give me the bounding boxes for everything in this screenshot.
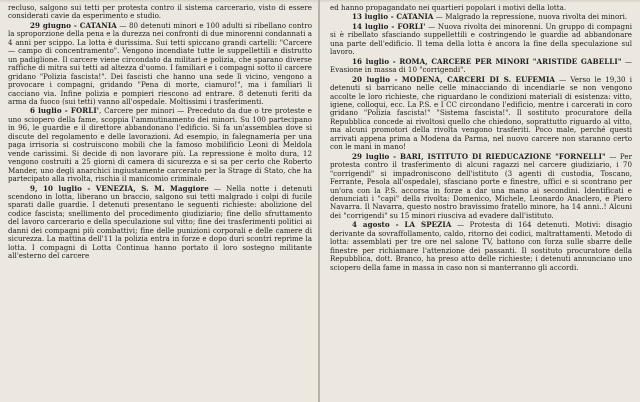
right-page-text: [330, 4, 632, 272]
entry-text: — Verso le 19,30 i detenuti si barricano nelle celle minacciando di incendiarle se non vengono accolte le loro richieste, che riguardano le condizioni materiali di esistenza: vitto, igiene, colloqui, ecc. La P.S. e I CC circondano l'edificio, mentre i carcerati in coro gridano "Polizia fascista!" "Sistema fascista!". Il sostituto procuratore della Repubblica concede ai rivoltosi quello che chiedono, soprattutto riguardo al vitto, ma alcuni promotori della rivolta vengono trasferiti. Poco male, perché questi arrivati appena prima a Modena da Parma, nel nuovo carcere non staranno certo con le mani in mano!: [330, 74, 632, 152]
left-page-text: [8, 4, 312, 261]
paragraph: [330, 13, 632, 21]
entry-heading: 29 luglio - BARI, ISTITUTO DI RIEDUCAZIONE "FORNELLI": [352, 151, 606, 161]
entry-heading: 4 agosto - LA SPEZIA: [352, 220, 452, 230]
entry-heading: 16 luglio - ROMA, CARCERE PER MINORI "ARISTIDE GABELLI": [352, 56, 622, 66]
entry-text: — Per protesta contro il trasferimento di alcuni ragazzi nel carcere giudiziario, i 70 "corrigendi" si impadroniscono dell'istituto (3 agenti di custodia, Toscano, Ferrante, Pesola all'ospedale), sfasciano porte e finestre, uffici e si scontrano per un'ora con la P.S. accorsa in forze a dar una mano ai secondini. Identificati e denunciati i "capi" della rivolta: Domenico, Michele, Leonardo Anaclero, e Piero Navarra. Il Navarra, questo nostro bravissimo fratello minore, ha 14 anni..! Alcuni dei "corrigendi" su 15 minori riusciva ad evadere dall'istituto.: [330, 151, 632, 220]
entry-text: , Carcere per minori — Preceduto da due o tre proteste e uno sciopero della fame, scoppia l'ammutinamento dei minori. Su 100 partecipano in 96, le guardie e il direttore abbandonano l'edificio. Si fa un'assemblea dove si discute del regolamento e delle lavorazioni. Ad esempio, in falegnameria per una paga irrisoria si costruiscono mobili che la famoso mobilificio Leoni di Meldola vende carissimi. Si decide di non lavorare più. La repressione è molto dura, 12 vengono costruiti a 25 giorni di camera di sicurezza e si sa per certo che Roberto Mander, uno degli anarchici ingiustamente carcerato per la Strage di Stato, che ha partecipato alla rivolta, rischia il manicomio criminale.: [8, 106, 312, 184]
paragraph: [330, 23, 632, 57]
paragraph: [330, 58, 632, 75]
entry-heading: 14 luglio - FORLI': [352, 21, 426, 31]
entry-text: — Nuova rivolta dei minorenni. Un gruppo di compagni si è ribellato sfasciando suppellettili e costringendo le guardie ad abbandonare una parte dell'edificio. Il tema della lotta è ancora la fine della speculazione sul lavoro.: [330, 21, 632, 57]
entry-text: — 80 detenuti minori e 100 adulti si ribellano contro la sproporzione della pena e la durezza nei confronti di due minorenni condannati a 4 anni per scippo. La lotta è durissima. Sui tetti spiccano grandi cartelli: "Carcere — campo di concentramento". Vengono incendiate tutte le suppellettili e distrutto un padiglione. Il carcere viene circondato da militari e polizia, che sparano diverse raffiche di mitra sui tetti ad altezza d'uomo. I familiari e i compagni sotto il carcere gridano "Polizia fascista!". Dei fascisti che hanno una sede lì vicino, vengono a provocare i compagni, gridando "Pena di morte, ciamuro!", ma i familiari li cacciano via. Infine polizia e pompieri riescono ad entrare. 8 detenuti feriti da arma da fuoco (sui tetti) vanno all'ospedale. Moltissimi i trasferimenti.: [8, 20, 312, 106]
entry-text: — Protesta di 164 detenuti. Motivi: disagio derivante da sovraffollamento, caldo, ritorno dei codici, maltrattamenti. Metodo di lotta: assemblati per tre ore nel salone TV, battono con forza sulle sbarre delle finestre per richiamare l'attenzione dei passanti. Il sostituto procuratore della Repubblica, dott. Branco, ha preso atto delle richieste; i detenuti annunciano uno sciopero della fame in massa in caso non si manterranno gli accordi.: [330, 220, 632, 272]
entry-text: — Evasione in massa di 10 "corrigendi".: [330, 56, 632, 75]
paragraph: [8, 4, 312, 21]
paragraph: [330, 4, 632, 12]
entry-text: — Malgrado la repressione, nuova rivolta dei minori.: [433, 12, 628, 22]
entry-heading: 29 giugno - CATANIA: [30, 20, 117, 30]
entry-text: recluso, salgono sui tetti per protesta contro il sistema carcerario, visto di essere considerati cavie da esperimento e studio.: [8, 3, 312, 21]
entry-text: — Nella notte i detenuti scendono in lotta, liberano un braccio, salgono sui tetti malgrado i colpi di fucile sparati dalle guardie. I detenuti presentano le seguenti richieste: abolizione del codice fascista; snellimento del procedimento giudiziario; fine dello sfruttamento del lavoro carcerario e della speculazione sul vitto; fine dei trasferimenti politici ai danni dei compagni più combattivi; fine delle punizioni corporali e delle camere di sicurezza. La mattina dell'11 la polizia entra in forze e dopo duri scontri reprime la lotta. I compagni di Lotta Continua hanno portato il loro sostegno militante all'esterno del carcere: [8, 183, 312, 261]
paragraph: [8, 107, 312, 183]
page-edge-shadow: [320, 0, 640, 3]
entry-heading: 9, 10 luglio - VENEZIA, S. M. Maggiore: [30, 183, 209, 193]
right-page: [320, 0, 640, 402]
entry-heading: 20 luglio - MODENA, CARCERI DI S. EUFEMIA: [352, 74, 555, 84]
paragraph: [330, 153, 632, 221]
paragraph: [8, 185, 312, 261]
paragraph: [330, 221, 632, 272]
paragraph: [8, 22, 312, 107]
entry-heading: 13 luglio - CATANIA: [352, 12, 434, 22]
left-page: [0, 0, 318, 402]
entry-text: ed hanno propagandato nei quartieri popolari i motivi della lotta.: [330, 3, 567, 12]
entry-heading: 6 luglio - FORLI': [30, 106, 100, 116]
page-edge-shadow: [0, 0, 318, 3]
paragraph: [330, 76, 632, 152]
